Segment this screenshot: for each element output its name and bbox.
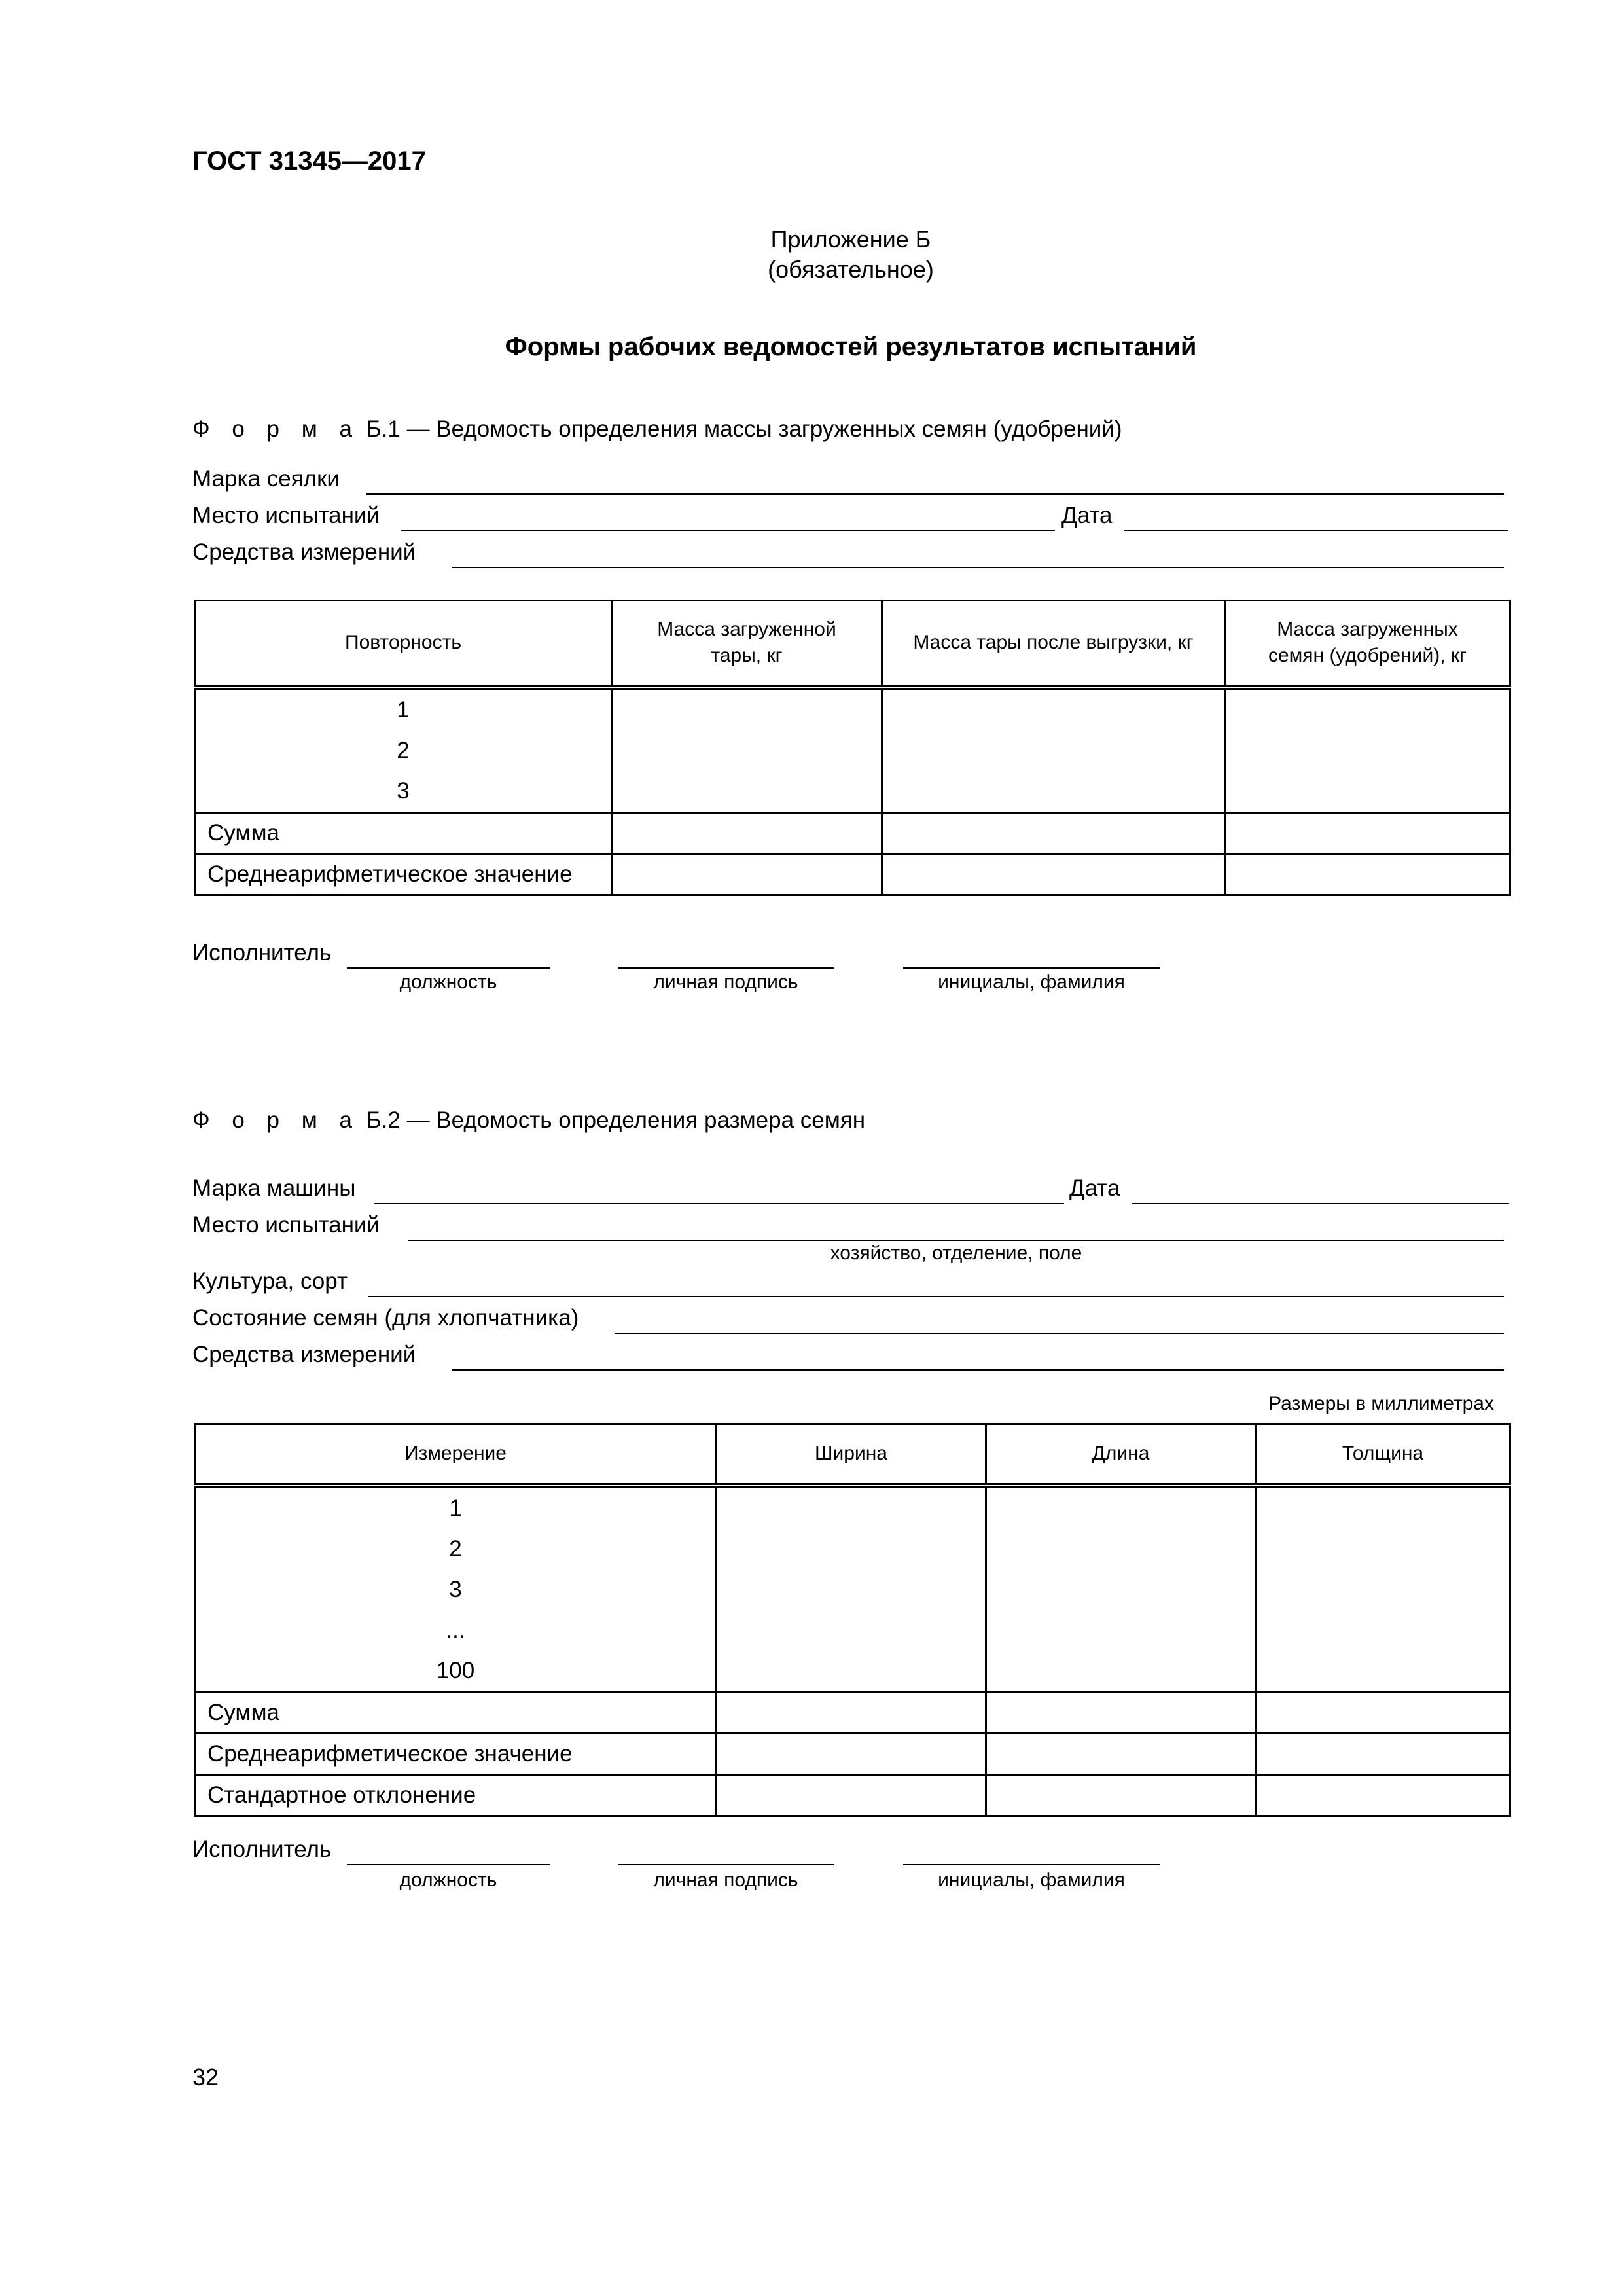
repetition-cell [195,687,612,813]
page-number: 32 [192,2064,219,2090]
header-thickness: Толщина [1256,1424,1510,1486]
signature-caption: личная подпись [653,971,798,993]
seed-state-label: Состояние семян (для хлопчатника) [192,1305,579,1331]
form2-caption [192,1107,865,1134]
table-cell[interactable] [1225,687,1510,813]
document-id: ГОСТ 31345—2017 [192,147,426,175]
table-cell[interactable] [717,1692,986,1733]
seed-state-line[interactable] [615,1333,1504,1334]
table-row-number: 3 [397,778,410,804]
table-cell[interactable] [1256,1692,1510,1733]
seeder-brand-label: Марка сеялки [192,466,340,492]
table-row-number: 3 [449,1576,462,1602]
table-row-number: 2 [449,1535,462,1562]
header-loaded-container-mass: Масса загруженной тары, кг [612,601,882,687]
table-cell[interactable] [612,853,882,895]
form1-caption [192,416,1122,442]
appendix-name: Приложение Б [770,226,931,253]
table-cell[interactable] [612,812,882,853]
date-label: Дата [1061,503,1113,528]
measuring-tools-line[interactable] [452,567,1504,568]
table-cell[interactable] [612,687,882,813]
table-cell[interactable] [1256,1774,1510,1816]
mean-label: Среднеарифметическое значение [195,853,612,895]
performer-label: Исполнитель [192,1837,332,1862]
units-note: Размеры в миллиметрах [1268,1393,1494,1414]
machine-brand-line[interactable] [374,1203,1064,1204]
test-place-line[interactable] [408,1240,1504,1241]
date-label: Дата [1069,1175,1120,1201]
test-place-label: Место испытаний [192,503,380,528]
form1-caption-text: Б.1 — Ведомость определения массы загруженных семян (удобрений) [366,416,1122,442]
position-caption: должность [399,971,497,993]
signature-line[interactable] [618,967,834,969]
header-width: Ширина [717,1424,986,1486]
header-length: Длина [986,1424,1256,1486]
table-row-number: 1 [449,1495,462,1521]
table-cell[interactable] [986,1733,1256,1774]
std-label: Стандартное отклонение [195,1774,717,1816]
measuring-tools-label: Средства измерений [192,539,416,565]
header-loaded-seeds-mass: Масса загруженных семян (удобрений), кг [1225,601,1510,687]
table-cell[interactable] [717,1733,986,1774]
table-cell[interactable] [1225,812,1510,853]
sum-label: Сумма [195,812,612,853]
table-cell[interactable] [1256,1733,1510,1774]
table-cell[interactable] [986,1692,1256,1733]
form1-prefix: Ф о р м а [192,416,360,442]
measuring-tools-label: Средства измерений [192,1342,416,1367]
position-line[interactable] [347,967,550,969]
signature-line[interactable] [618,1864,834,1865]
machine-brand-label: Марка машины [192,1175,356,1201]
signature-caption: личная подпись [653,1869,798,1891]
performer-label: Исполнитель [192,940,332,965]
table-row-number: 1 [397,696,410,723]
test-place-hint: хозяйство, отделение, поле [830,1242,1082,1264]
initials-caption: инициалы, фамилия [938,1869,1125,1891]
table-cell[interactable] [717,1774,986,1816]
page-title: Формы рабочих ведомостей результатов испытаний [505,332,1197,361]
seeder-brand-line[interactable] [366,493,1504,495]
form1-table [194,600,1511,896]
table-cell[interactable] [986,1486,1256,1693]
form2-prefix: Ф о р м а [192,1107,360,1133]
table-row-number: 100 [436,1657,475,1683]
measurement-cell [195,1486,717,1693]
form2-caption-text: Б.2 — Ведомость определения размера семян [366,1107,866,1133]
measuring-tools-line[interactable] [452,1369,1504,1371]
table-cell[interactable] [1225,853,1510,895]
test-place-label: Место испытаний [192,1212,380,1238]
initials-caption: инициалы, фамилия [938,971,1125,993]
position-caption: должность [399,1869,497,1891]
table-row-ellipsis: ... [446,1617,465,1643]
crop-variety-line[interactable] [368,1296,1504,1297]
table-row-number: 2 [397,737,410,763]
header-measurement: Измерение [195,1424,717,1486]
appendix-status: (обязательное) [768,256,934,283]
table-cell[interactable] [882,687,1225,813]
test-place-line[interactable] [401,530,1055,531]
table-cell[interactable] [986,1774,1256,1816]
header-container-after-unload: Масса тары после выгрузки, кг [882,601,1225,687]
crop-variety-label: Культура, сорт [192,1268,348,1294]
date-line[interactable] [1124,530,1508,531]
header-repetition: Повторность [195,601,612,687]
table-cell[interactable] [1256,1486,1510,1693]
initials-line[interactable] [903,1864,1160,1865]
initials-line[interactable] [903,967,1160,969]
date-line[interactable] [1132,1203,1509,1204]
table-cell[interactable] [882,812,1225,853]
table-cell[interactable] [717,1486,986,1693]
sum-label: Сумма [195,1692,717,1733]
form2-table [194,1423,1511,1817]
mean-label: Среднеарифметическое значение [195,1733,717,1774]
table-cell[interactable] [882,853,1225,895]
position-line[interactable] [347,1864,550,1865]
